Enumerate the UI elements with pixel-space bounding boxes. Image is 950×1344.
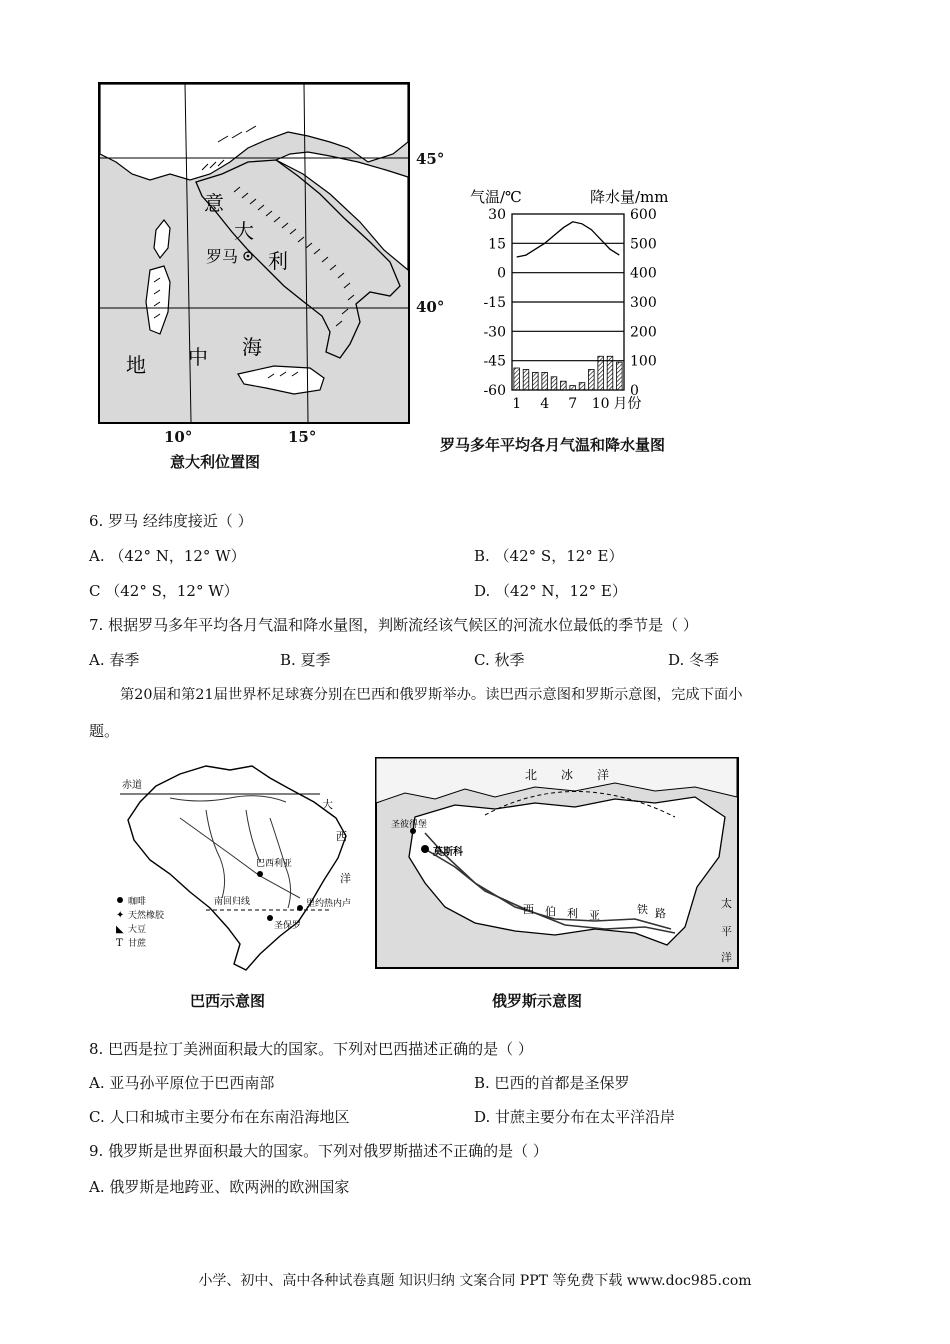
brazil-label-tropic: 南回归线 [214,897,251,907]
russia-label-bei: 北 [525,768,538,782]
russia-label-stpetersburg: 圣彼得堡 [391,820,428,830]
precip-tick-label: 300 [630,295,657,311]
sea-char-3: 海 [242,335,262,359]
brazil-label-da: 大 [322,798,333,811]
rome-label: 罗马 [206,247,239,266]
temp-tick-label: -15 [483,295,506,311]
svg-text:T: T [116,938,123,949]
russia-label-xi: 西 [523,903,534,916]
precip-bar [579,383,585,390]
climate-chart-caption: 罗马多年平均各月气温和降水量图 [440,436,666,454]
q7-option-d[interactable]: D. 冬季 [668,651,720,669]
precip-tick-label: 400 [630,265,657,282]
italy-map-caption: 意大利位置图 [170,453,261,471]
russia-label-ping: 平 [721,925,732,938]
russia-map-caption: 俄罗斯示意图 [492,992,583,1010]
precip-bar [617,362,623,390]
lat-label-40: 40° [416,298,445,316]
precip-tick-label: 0 [630,383,639,399]
brazil-map-graphic [110,758,370,978]
precip-bar [523,369,529,390]
brazil-label-equator: 赤道 [122,780,142,791]
brazil-legend-soy: 大豆 [128,925,147,935]
italy-country-char-3: 利 [268,249,288,273]
precip-bar [533,372,539,390]
intro-line-1: 第20届和第21届世界杯足球赛分别在巴西和俄罗斯举办。读巴西示意图和罗斯示意图，完成下面小 [120,687,743,703]
brazil-label-rio: 里约热内卢 [306,899,352,909]
temp-tick-label: 30 [488,207,506,223]
q7-option-a[interactable]: A. 春季 [89,651,140,669]
brazil-legend-rubber: 天然橡胶 [128,911,165,921]
temp-tick-label: -45 [483,353,506,370]
brazil-legend-sugarcane: 甘蔗 [128,939,147,949]
climate-chart-svg [462,184,702,416]
page-footer: 小学、初中、高中各种试卷真题 知识归纳 文案合同 PPT 等免费下载 www.doc985.com [198,1273,752,1289]
precip-tick-label: 100 [630,353,657,370]
brazil-label-saopaulo: 圣保罗 [274,921,302,931]
month-tick-label: 10 [591,396,610,412]
precip-bar [561,381,567,390]
russia-label-li: 利 [567,907,578,920]
q8-option-c[interactable]: C. 人口和城市主要分布在东南沿海地区 [89,1108,350,1126]
q7-option-c[interactable]: C. 秋季 [474,651,525,669]
temp-tick-label: 0 [497,265,506,282]
italy-country-char-1: 意 [204,191,224,215]
month-tick-label: 7 [568,396,578,412]
precip-bar [514,368,520,390]
q8-option-b[interactable]: B. 巴西的首都是圣保罗 [474,1074,630,1092]
russia-label-yang1: 洋 [597,768,610,782]
month-axis-unit: 月份 [613,396,642,412]
brazil-label-xi: 西 [336,830,347,843]
lon-label-10: 10° [164,428,193,446]
russia-label-tie: 铁 [637,903,648,916]
precip-tick-label: 600 [630,207,657,223]
russia-label-yang2: 洋 [721,951,732,964]
russia-label-tai: 太 [721,897,732,910]
precip-tick-label: 500 [630,236,657,253]
q6-option-d[interactable]: D. （42° N，12° E） [474,582,627,600]
intro-line-2: 题。 [89,722,120,740]
precip-bar [551,377,557,390]
q7-option-b[interactable]: B. 夏季 [280,651,331,669]
sea-char-1: 地 [126,353,146,377]
precip-bar [542,372,548,390]
q6-option-b[interactable]: B. （42° S，12° E） [474,547,624,565]
q9-option-a[interactable]: A. 俄罗斯是地跨亚、欧两洲的欧洲国家 [89,1178,350,1196]
precip-axis-label: 降水量/mm [590,188,669,206]
precip-tick-label: 200 [630,324,657,341]
sea-char-2: 中 [188,345,208,369]
q9-stem: 9. 俄罗斯是世界面积最大的国家。下列对俄罗斯描述不正确的是（ ） [89,1142,548,1160]
lon-label-15: 15° [288,428,317,446]
precip-bar [589,369,595,390]
temp-axis-label: 气温/℃ [470,188,522,206]
italy-map [98,82,410,424]
russia-label-bing: 冰 [561,768,574,782]
q6-stem: 6. 罗马 经纬度接近（ ） [89,512,253,530]
brazil-map [110,758,370,978]
month-tick-label: 1 [512,396,522,412]
italy-country-char-2: 大 [234,219,254,243]
svg-text:✦: ✦ [116,910,125,921]
q6-option-c[interactable]: C （42° S，12° W） [89,582,239,600]
russia-label-bo: 伯 [545,905,556,918]
q8-option-a[interactable]: A. 亚马孙平原位于巴西南部 [89,1074,275,1092]
italy-map-graphic [98,82,410,424]
climate-chart [462,184,702,416]
precip-bar [570,386,576,390]
lat-label-45: 45° [416,150,445,168]
q8-stem: 8. 巴西是拉丁美洲面积最大的国家。下列对巴西描述正确的是（ ） [89,1040,533,1058]
brazil-label-brasilia: 巴西利亚 [256,859,293,869]
month-tick-label: 4 [540,396,550,412]
temp-tick-label: -60 [483,383,506,399]
q6-option-a[interactable]: A. （42° N，12° W） [89,547,246,565]
temp-tick-label: -30 [483,324,506,341]
precip-bar [598,356,604,390]
brazil-legend-coffee: 咖啡 [128,897,147,907]
brazil-map-caption: 巴西示意图 [190,992,266,1010]
temp-tick-label: 15 [488,236,506,253]
temperature-line [517,222,620,257]
russia-label-lu: 路 [655,907,666,920]
q7-stem: 7. 根据罗马多年平均各月气温和降水量图，判断流经该气候区的河流水位最低的季节是（ ） [89,616,698,634]
q8-option-d[interactable]: D. 甘蔗主要分布在太平洋沿岸 [474,1108,676,1126]
precip-bar [607,356,613,390]
russia-map-graphic [375,757,739,969]
svg-text:◣: ◣ [116,924,124,935]
russia-label-ya: 亚 [589,909,600,922]
brazil-label-yang: 洋 [340,872,351,885]
russia-label-moscow: 莫斯科 [433,847,463,858]
russia-map [375,757,739,969]
